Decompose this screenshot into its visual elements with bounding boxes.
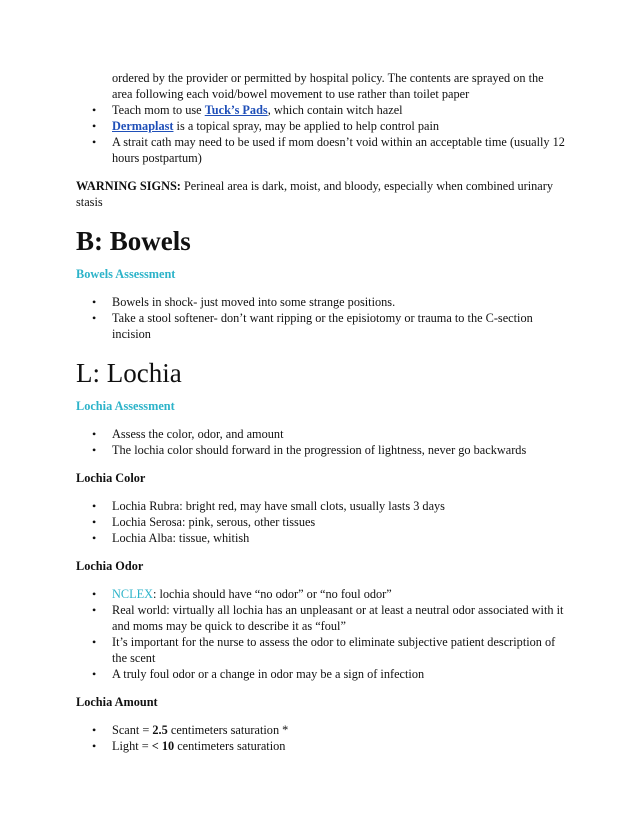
warning-label: WARNING SIGNS: [76,179,181,193]
bullet-text: centimeters saturation [174,739,286,753]
list-item: • A truly foul odor or a change in odor may be a sign of infection [76,666,566,682]
list-item [76,586,566,602]
lochia-odor-heading: Lochia Odor [76,559,144,573]
list-item: • The lochia color should forward in the progression of lightness, never go backwards [76,442,566,458]
bullet-text: , which contain witch hazel [267,103,403,117]
bowels-heading: B: Bowels [76,226,191,256]
list-item: • Real world: virtually all lochia has an unpleasant or at least a neutral odor associated with it and moms may be quick to describe it as “foul” [76,602,566,634]
continuation-line-2: area following each void/bowel movement to use rather than toilet paper [112,87,470,101]
list-item [76,118,566,134]
list-item: • Lochia Alba: tissue, whitish [76,530,566,546]
bowels-bullet-list [76,294,566,342]
continuation-line-1: ordered by the provider or permitted by hospital policy. The contents are sprayed on the [112,71,544,85]
lochia-color-list [76,498,566,546]
document-page [76,70,566,754]
bullet-text: Teach mom to use [112,103,205,117]
bullet-text: A strait cath may need to be used if mom doesn’t void within an acceptable time (usually 12 hours postpartum) [112,135,565,165]
lochia-color-heading: Lochia Color [76,471,146,485]
lochia-odor-list [76,586,566,682]
list-item: • Assess the color, odor, and amount [76,426,566,442]
list-item: • Take a stool softener- don’t want ripping or the episiotomy or trauma to the C-section incision [76,310,566,342]
tucks-pads-link[interactable]: Tuck’s Pads [204,103,268,117]
list-item [76,102,566,118]
list-item [76,722,566,738]
amount-value: < 10 [151,739,175,753]
nclex-label: NCLEX [112,587,153,601]
list-item: • It’s important for the nurse to assess the odor to eliminate subjective patient description of the scent [76,634,566,666]
list-item: • Lochia Serosa: pink, serous, other tissues [76,514,566,530]
lochia-amount-list [76,722,566,754]
lochia-assessment-list [76,426,566,458]
list-item: • Lochia Rubra: bright red, may have small clots, usually lasts 3 days [76,498,566,514]
dermaplast-link[interactable]: Dermaplast [112,119,174,133]
bullet-text: Light = [112,739,152,753]
list-item: • Bowels in shock- just moved into some strange positions. [76,294,566,310]
lochia-heading: L: Lochia [76,358,182,388]
bullet-text: centimeters saturation * [167,723,289,737]
bullet-text: is a topical spray, may be applied to help control pain [173,119,440,133]
warning-paragraph [76,178,566,210]
lochia-assessment-heading: Lochia Assessment [76,399,175,413]
warning-text: Perineal area is dark, moist, and bloody, especially when combined urinary stasis [76,179,553,209]
list-item [76,134,566,166]
bowels-assessment-heading: Bowels Assessment [76,267,176,281]
top-bullet-list [76,102,566,166]
bullet-text: : lochia should have “no odor” or “no foul odor” [153,587,392,601]
lochia-amount-heading: Lochia Amount [76,695,158,709]
list-item [76,738,566,754]
amount-value: 2.5 [152,723,168,737]
bullet-text: Scant = [112,723,153,737]
